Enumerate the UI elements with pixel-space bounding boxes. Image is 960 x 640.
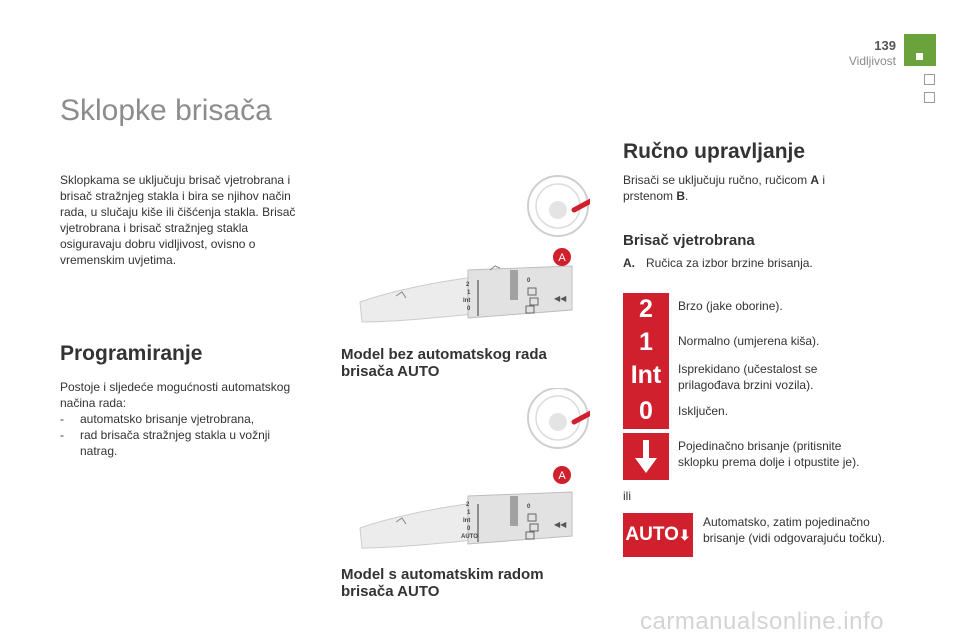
svg-text:◀◀: ◀◀ — [554, 520, 567, 529]
single-wipe-badge — [623, 433, 669, 480]
ili-text: ili — [623, 489, 631, 503]
arrow-down-icon — [623, 433, 669, 480]
speed-2-badge: 2 — [639, 295, 653, 323]
svg-text:0: 0 — [467, 526, 471, 532]
section-tab[interactable] — [924, 92, 935, 103]
svg-text:◀◀: ◀◀ — [554, 294, 567, 303]
programiranje-lead: Postoje i sljedeće mogućnosti automatskog načina rada: — [60, 380, 291, 410]
page-number: 139 — [874, 38, 896, 53]
svg-text:0: 0 — [527, 278, 531, 284]
wiper-stalk-figure-2 — [340, 388, 590, 558]
svg-text:AUTO: AUTO — [461, 534, 478, 540]
speed-mode-panel — [623, 293, 669, 429]
mode-2-text: Brzo (jake oborine). — [678, 299, 783, 313]
brisac-heading: Brisač vjetrobrana — [623, 232, 755, 249]
rucno-heading: Ručno upravljanje — [623, 140, 806, 163]
mode-int-text: Isprekidano (učestalost se prilagođava brzini vozila). — [678, 362, 818, 392]
svg-text:2: 2 — [466, 502, 470, 508]
svg-text:0: 0 — [527, 504, 531, 510]
svg-text:2: 2 — [466, 282, 470, 288]
svg-text:0: 0 — [467, 306, 471, 312]
section-tab-active[interactable] — [904, 34, 936, 66]
svg-text:1: 1 — [467, 510, 471, 516]
svg-text:A: A — [558, 470, 566, 482]
rucno-paragraph: Brisači se uključuju ručno, ručicom A i prstenom B. — [623, 173, 826, 203]
figure-1-caption: Model bez automatskog rada brisača AUTO — [341, 346, 547, 380]
section-tab[interactable] — [924, 74, 935, 85]
svg-text:Int: Int — [463, 298, 471, 304]
programiranje-list — [60, 411, 300, 459]
footer-watermark: carmanualsonline.info — [640, 608, 884, 635]
speed-0-badge: 0 — [639, 397, 653, 425]
mode-auto-text: Automatsko, zatim pojedinačno brisanje (vidi odgovarajuću točku). — [703, 515, 886, 545]
auto-badge: AUTO⬇ — [623, 513, 693, 557]
mode-0-text: Isključen. — [678, 404, 729, 418]
page-title: Sklopke brisača — [60, 94, 272, 127]
svg-text:A: A — [558, 252, 566, 264]
brisac-item-text: Ručica za izbor brzine brisanja. — [646, 256, 813, 270]
section-name: Vidljivost — [848, 54, 896, 68]
wiper-stalk-figure-1 — [340, 170, 590, 340]
intro-paragraph: Sklopkama se uključuju brisač vjetrobrana i brisač stražnjeg stakla i bira se njihov način rada, u slučaju kiše ili čišćenja stakla. Brisač vjetrobrana i brisač stražnjeg stakla osiguravaju dobru vidljivost, ovisno o vremenskim uvjetima. — [60, 173, 296, 267]
brisac-item-label: A. — [623, 256, 635, 270]
tab-marker-icon — [916, 53, 923, 60]
speed-1-badge: 1 — [639, 328, 653, 356]
mode-1-text: Normalno (umjerena kiša). — [678, 334, 820, 348]
svg-text:1: 1 — [467, 290, 471, 296]
list-item: - rad brisača stražnjeg stakla u vožnji natrag. — [60, 427, 300, 459]
list-item: - automatsko brisanje vjetrobrana, — [60, 411, 300, 427]
programiranje-heading: Programiranje — [60, 342, 203, 365]
figure-2-caption: Model s automatskim radom brisača AUTO — [341, 566, 544, 600]
arrow-down-icon: ⬇ — [678, 527, 691, 543]
mode-down-text: Pojedinačno brisanje (pritisnite sklopku prema dolje i otpustite je). — [678, 439, 860, 469]
speed-int-badge: Int — [630, 361, 662, 389]
svg-text:Int: Int — [463, 518, 471, 524]
programiranje-section — [60, 379, 300, 459]
